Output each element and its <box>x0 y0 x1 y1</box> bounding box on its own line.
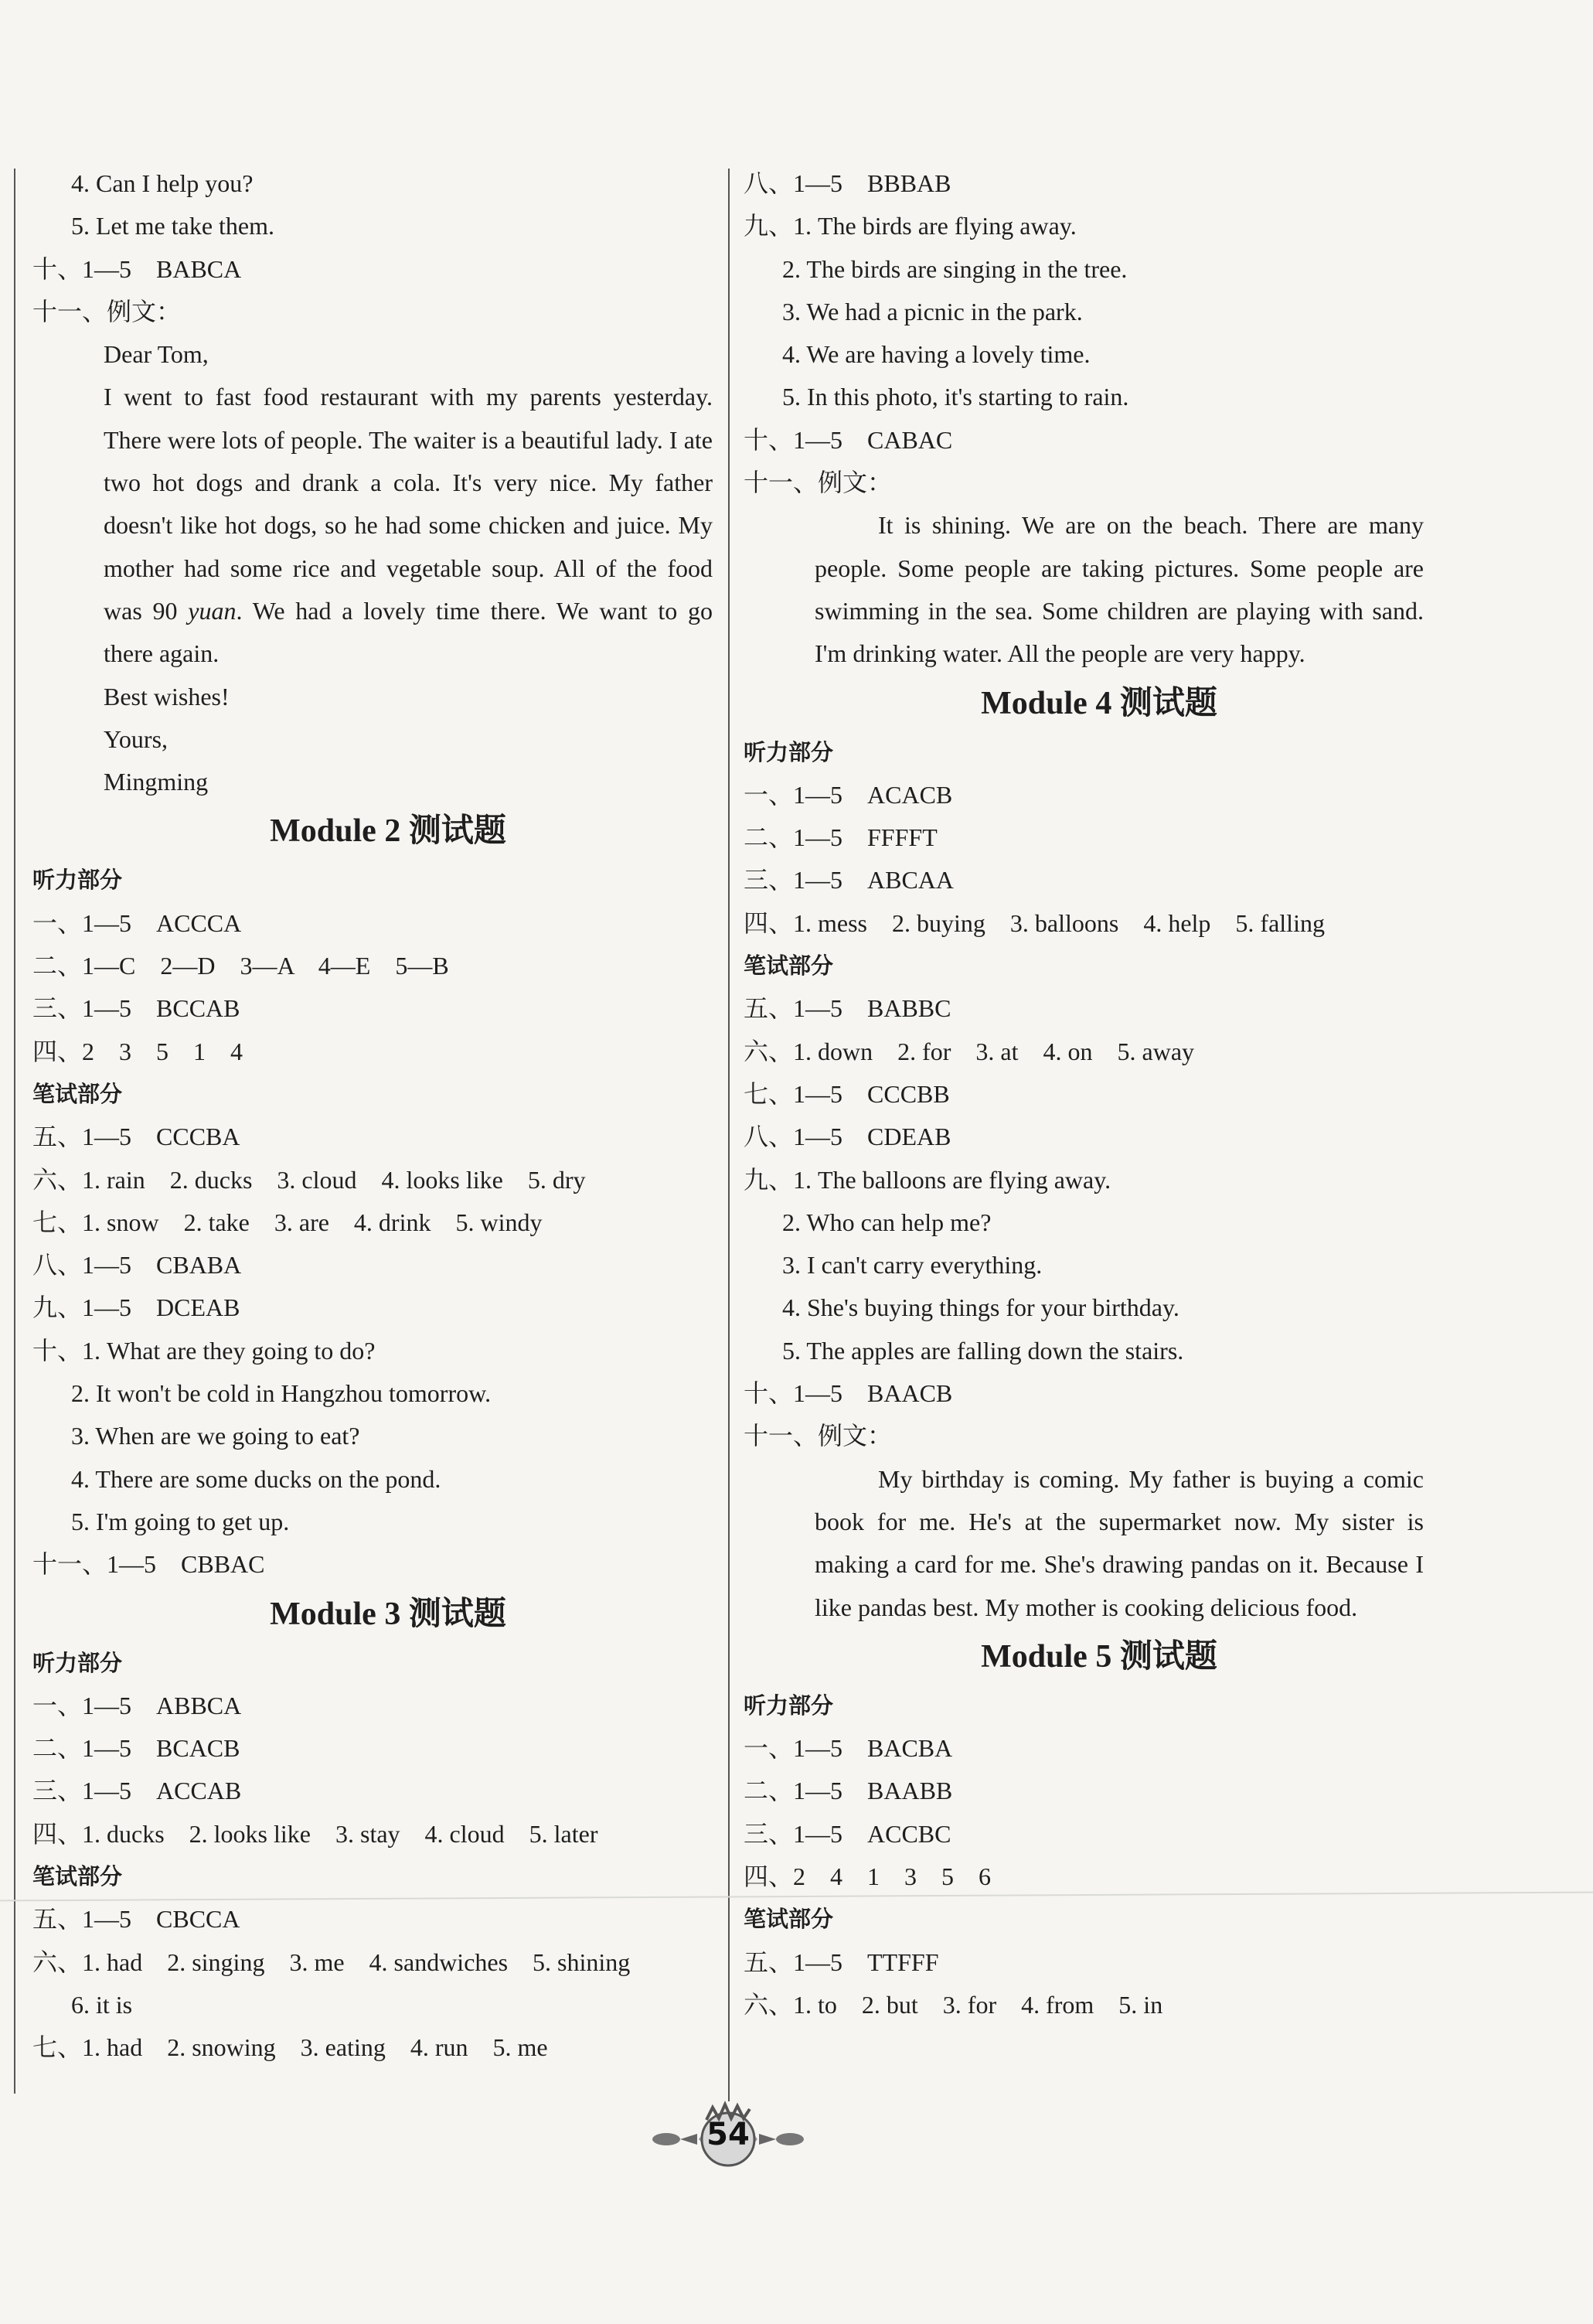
answer-line: 一、1—5 ACCCA <box>32 908 242 937</box>
sample-essay <box>744 1458 1424 1629</box>
answer-line: 5. I'm going to get up. <box>71 1507 290 1535</box>
answer-line: 六、1. to 2. but 3. for 4. from 5. in <box>744 1990 1163 2019</box>
answer-line: 一、1—5 ABBCA <box>32 1691 242 1719</box>
answer-line: 4. There are some ducks on the pond. <box>71 1464 441 1493</box>
answer-line: 七、1. had 2. snowing 3. eating 4. run 5. me <box>32 2033 548 2062</box>
answer-line: 二、1—5 FFFFT <box>744 823 938 852</box>
sample-essay-text: It is shining. We are on the beach. There are many people. Some people are taking pictures. Some people are swimming in the sea. Some children are playing with sand. I'm drinking water. All the people are very happy. <box>815 511 1424 668</box>
section-label: 听力部分 <box>32 867 123 894</box>
section-label: 笔试部分 <box>32 1862 123 1890</box>
answer-line: 八、1—5 CBABA <box>32 1251 242 1280</box>
answer-line: 四、1. ducks 2. looks like 3. stay 4. cloud 5. later <box>32 1819 598 1848</box>
right-column <box>744 162 1424 2026</box>
page-number: 54 <box>706 2117 750 2152</box>
answer-line: 五、1—5 BABBC <box>744 994 951 1023</box>
letter-body <box>32 376 713 675</box>
answer-line: 四、1. mess 2. buying 3. balloons 4. help 5. falling <box>744 908 1325 937</box>
answer-line: 二、1—5 BAABB <box>744 1777 953 1805</box>
module-2-title: Module 2 测试题 <box>270 813 506 850</box>
answer-line: 三、1—5 BCCAB <box>32 994 240 1023</box>
answer-line: 六、1. down 2. for 3. at 4. on 5. away <box>744 1037 1195 1065</box>
answer-line: 九、1. The birds are flying away. <box>744 212 1077 240</box>
answer-line: 5. In this photo, it's starting to rain. <box>782 383 1129 411</box>
module-4-title: Module 4 测试题 <box>981 685 1217 721</box>
answer-line: 5. The apples are falling down the stairs. <box>782 1336 1184 1365</box>
answer-line: 6. it is <box>71 1990 133 2019</box>
answer-line: 一、1—5 ACACB <box>744 780 953 809</box>
answer-line: 4. We are having a lovely time. <box>782 340 1091 369</box>
answer-line: 2. It won't be cold in Hangzhou tomorrow. <box>71 1379 492 1408</box>
answer-line: 三、1—5 ACCAB <box>32 1777 242 1805</box>
left-column <box>32 162 713 2069</box>
answer-line: 八、1—5 CDEAB <box>744 1123 951 1151</box>
letter-greeting: Dear Tom, <box>104 340 209 369</box>
answer-line: 五、1—5 CCCBA <box>32 1123 240 1151</box>
letter-closing: Yours, <box>104 724 168 753</box>
section-label: 听力部分 <box>744 738 834 765</box>
answer-line: 十、1—5 BABCA <box>32 254 242 283</box>
answer-line: 八、1—5 BBBAB <box>744 169 951 197</box>
answer-line: 十一、例文： <box>744 469 893 497</box>
answer-line: 4. Can I help you? <box>71 169 254 197</box>
answer-line: 九、1. The balloons are flying away. <box>744 1165 1111 1194</box>
answer-line: 十一、例文： <box>744 1422 893 1450</box>
answer-line: 2. The birds are singing in the tree. <box>782 254 1128 283</box>
section-label: 听力部分 <box>32 1649 123 1676</box>
answer-line: 四、2 3 5 1 4 <box>32 1037 243 1065</box>
left-margin-rule <box>14 169 15 2094</box>
answer-line: 十、1—5 BAACB <box>744 1379 953 1408</box>
section-label: 听力部分 <box>744 1692 834 1719</box>
answer-line: 五、1—5 TTFFF <box>744 1947 939 1976</box>
answer-line: 十、1. What are they going to do? <box>32 1336 376 1365</box>
answer-line: 二、1—5 BCACB <box>32 1734 240 1763</box>
answer-line: 六、1. had 2. singing 3. me 4. sandwiches 5. shining <box>32 1947 631 1976</box>
answer-line: 3. I can't carry everything. <box>782 1251 1043 1280</box>
answer-line: 四、2 4 1 3 5 6 <box>744 1862 992 1890</box>
answer-line: 十一、例文： <box>32 297 182 325</box>
page-number-badge <box>651 2097 805 2174</box>
sample-essay-text: My birthday is coming. My father is buying a comic book for me. He's at the supermarket now. My sister is making a card for me. She's drawing pandas on it. Because I like pandas best. My mother is cooking delicious food. <box>815 1464 1424 1621</box>
answer-line: 三、1—5 ABCAA <box>744 866 955 895</box>
section-label: 笔试部分 <box>744 1906 834 1933</box>
answer-line: 十一、1—5 CBBAC <box>32 1550 265 1579</box>
answer-line: 2. Who can help me? <box>782 1208 992 1236</box>
sample-essay <box>744 504 1424 675</box>
answer-line: 一、1—5 BACBA <box>744 1734 953 1763</box>
letter-body-italic: yuan <box>188 596 237 625</box>
answer-line: 十、1—5 CABAC <box>744 425 953 454</box>
section-label: 笔试部分 <box>744 952 834 980</box>
answer-line: 4. She's buying things for your birthday. <box>782 1293 1179 1322</box>
letter-body-text: I went to fast food restaurant with my parents yesterday. There were lots of people. The waiter is a beautiful lady. I ate two hot dogs and drank a cola. It's very nice. My father doesn't like hot dogs, so he had some chicken and juice. My mother had some rice and vegetable soup. All of the food was 90 <box>104 383 713 625</box>
module-5-title: Module 5 测试题 <box>981 1638 1217 1675</box>
answer-line: 九、1—5 DCEAB <box>32 1293 240 1322</box>
answer-line: 七、1. snow 2. take 3. are 4. drink 5. windy <box>32 1208 543 1236</box>
answer-line: 六、1. rain 2. ducks 3. cloud 4. looks like 5. dry <box>32 1165 586 1194</box>
letter-signature: Mingming <box>104 768 209 796</box>
module-3-title: Module 3 测试题 <box>270 1596 506 1632</box>
answer-line: 三、1—5 ACCBC <box>744 1819 951 1848</box>
answer-line: 七、1—5 CCCBB <box>744 1079 950 1108</box>
section-label: 笔试部分 <box>32 1080 123 1107</box>
letter-wishes: Best wishes! <box>104 682 230 710</box>
answer-line: 3. We had a picnic in the park. <box>782 297 1083 325</box>
answer-line: 五、1—5 CBCCA <box>32 1905 240 1934</box>
letter-body-text-end: . We had a lovely time there. We want to go there again. <box>104 596 713 668</box>
column-divider <box>728 169 730 2101</box>
answer-line: 5. Let me take them. <box>71 212 275 240</box>
answer-line: 3. When are we going to eat? <box>71 1422 360 1450</box>
answer-line: 二、1—C 2—D 3—A 4—E 5—B <box>32 952 449 980</box>
